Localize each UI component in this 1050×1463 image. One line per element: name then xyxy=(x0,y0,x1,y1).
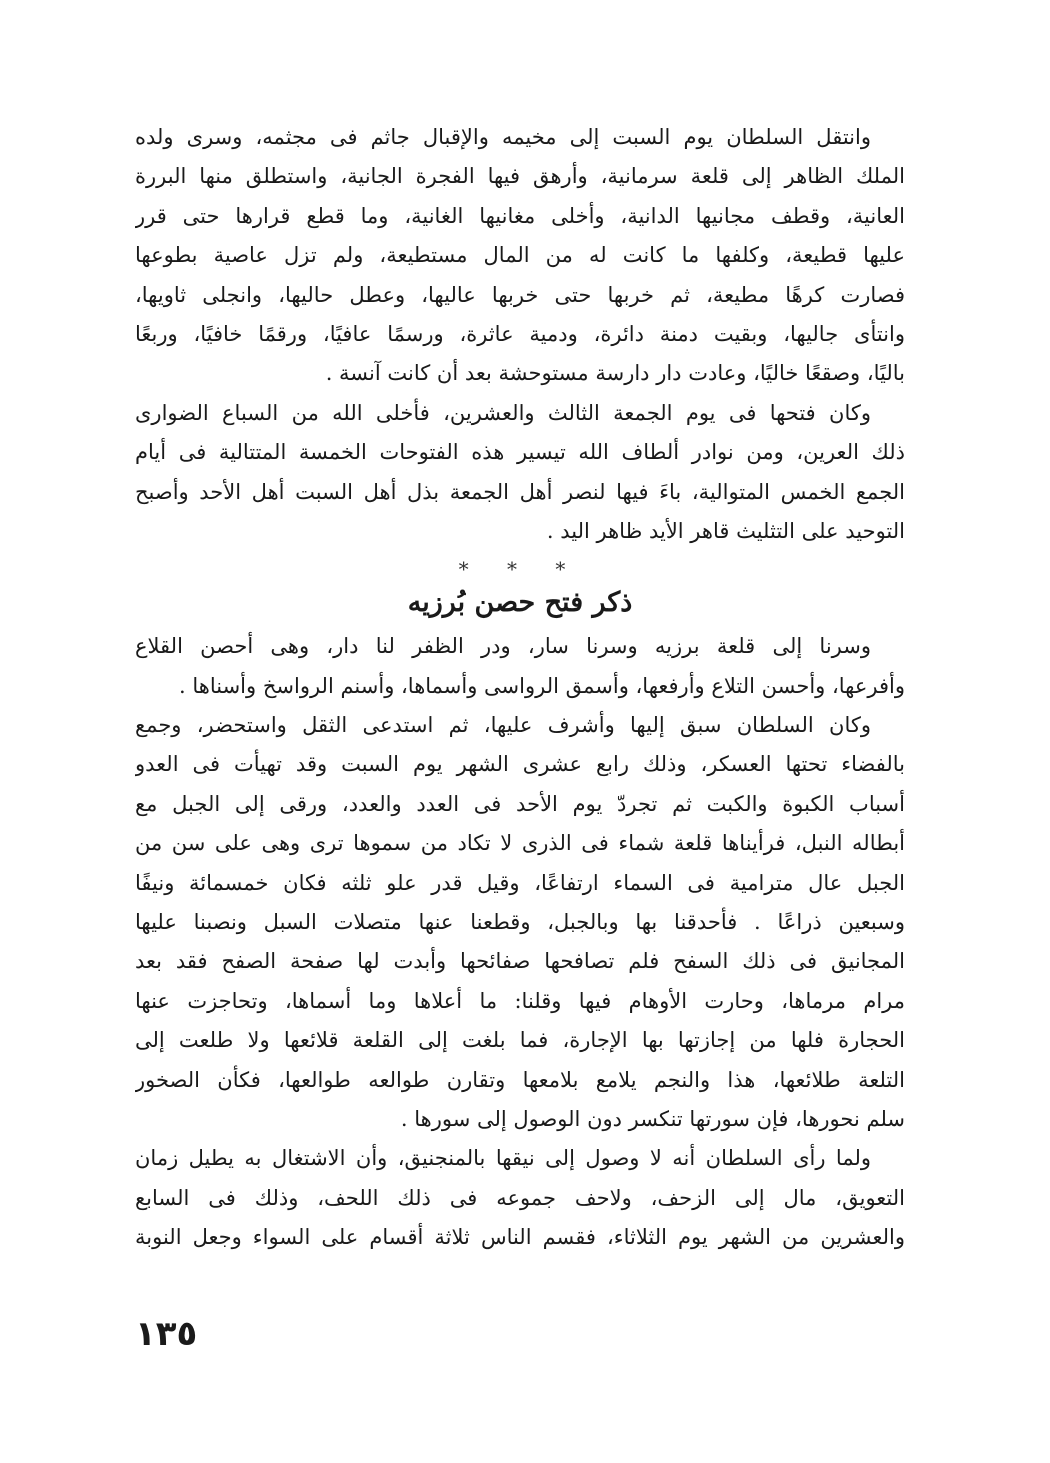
text-line: أسباب الكبوة والكبت ثم تجردّ يوم الأحد فى العدد والعدد، ورقى إلى الجبل مع xyxy=(135,791,905,816)
paragraph-sultan-moves-camp xyxy=(135,118,905,394)
text-line: باليًا، وصقعًا خاليًا، وعادت دار دارسة مستوحشة بعد أن كانت آنسة . xyxy=(325,361,905,386)
paragraph-siege-description xyxy=(135,706,905,1139)
text-line: عليها قطيعة، وكلفها ما كانت له من المال مستطيعة، ولم تزل عاصية بطوعها xyxy=(135,243,905,268)
text-line: مرام مرماها، وحارت الأوهام فيها وقلنا: ما أعلاها وما أسماها، وتحاجزت عنها xyxy=(135,988,905,1013)
text-line: التلعة طلائعها، هذا والنجم يلامع بلامعها وتقارن طوالعه طوالعها، فكأن الصخور xyxy=(135,1067,905,1092)
text-line: وانتقل السلطان يوم السبت إلى مخيمه والإقبال جاثم فى مجثمه، وسرى ولده xyxy=(135,125,871,149)
section-separator: * * * xyxy=(458,557,582,582)
text-line: المجانيق فى ذلك السفح فلم تصافحها صفائحها وأبدت لها صفحة الصفح فقد بعد xyxy=(135,949,905,974)
page-body xyxy=(135,118,905,1258)
text-line: وسرنا إلى قلعة برزيه وسرنا سار، ودر الظفر لنا دار، وهى أحصن القلاع xyxy=(135,634,871,659)
text-line: وكان فتحها فى يوم الجمعة الثالث والعشرين، فأخلى الله من السباع الضوارى xyxy=(135,400,871,425)
text-line: التوحيد على التثليث قاهر الأيد ظاهر اليد . xyxy=(546,518,905,543)
text-line: التعويق، مال إلى الزحف، ولاحف جموعه فى ذلك اللحف، وذلك فى السابع xyxy=(135,1185,905,1210)
text-line: بالفضاء تحتها العسكر، وذلك رابع عشرى الشهر يوم السبت وقد تهيأت فى العدو xyxy=(135,752,905,777)
paragraph-conquest-friday xyxy=(135,394,905,552)
text-line: فصارت كرهًا مطيعة، ثم خربها حتى خربها عاليها، وعطل حاليها، وانجلى ثاويها، xyxy=(135,282,905,307)
section-heading: ذكر فتح حصن بُرزيه xyxy=(407,587,633,619)
text-line: وانتأى جاليها، وبقيت دمنة دائرة، ودمية عاثرة، ورسمًا عافيًا، ورقمًا خافيًا، وربعًا xyxy=(135,321,905,346)
text-line: ذلك العرين، ومن نوادر ألطاف الله تيسير هذه الفتوحات الخمسة المتتالية فى أيام xyxy=(135,440,905,465)
text-line: سلم نحورها، فإن سورتها تنكسر دون الوصول إلى سورها . xyxy=(400,1106,905,1131)
text-line: الحجارة فلها من إجازتها بها الإجارة، فما بلغت إلى القلعة قلائعها ولا طلعت إلى xyxy=(135,1028,905,1053)
text-line: وسبعين ذراعًا . فأحدقنا بها وبالجبل، وقطعنا عنها متصلات السبل ونصبنا عليها xyxy=(135,910,905,935)
text-line: أبطاله النبل، فرأيناها قلعة شماء فى الذرى لا تكاد من سموها ترى وهى على سن من xyxy=(135,831,905,856)
paragraph-march-to-burzayh xyxy=(135,627,905,706)
text-line: العانية، وقطف مجانيها الدانية، وأخلى مغانيها الغانية، وما قطع قرارها حتى قرر xyxy=(135,203,905,228)
text-line: الجمع الخمس المتوالية، باءَ فيها لنصر أهل الجمعة بذل أهل السبت أهل الأحد وأصبح xyxy=(135,479,905,504)
text-line: وكان السلطان سبق إليها وأشرف عليها، ثم استدعى الثقل واستحضر، وجمع xyxy=(135,713,871,738)
paragraph-assault xyxy=(135,1139,905,1257)
text-line: وأفرعها، وأحسن التلاع وأرفعها، وأسمق الرواسى وأسماها، وأسنم الرواسخ وأسناها . xyxy=(179,673,905,698)
text-line: والعشرين من الشهر يوم الثلاثاء، فقسم الناس ثلاثة أقسام على السواء وجعل النوبة xyxy=(135,1225,905,1250)
page-number: ١٣٥ xyxy=(135,1314,198,1354)
text-line: الملك الظاهر إلى قلعة سرمانية، وأرهق فيها الفجرة الجانية، واستطلق منها البررة xyxy=(135,164,905,189)
text-line: ولما رأى السلطان أنه لا وصول إلى نيقها بالمنجنيق، وأن الاشتغال به يطيل زمان xyxy=(135,1146,871,1171)
text-line: الجبل عال مترامية فى السماء ارتفاعًا، وقيل قدر علو ثلثه فكان خمسمائة ونيفًا xyxy=(135,870,905,895)
